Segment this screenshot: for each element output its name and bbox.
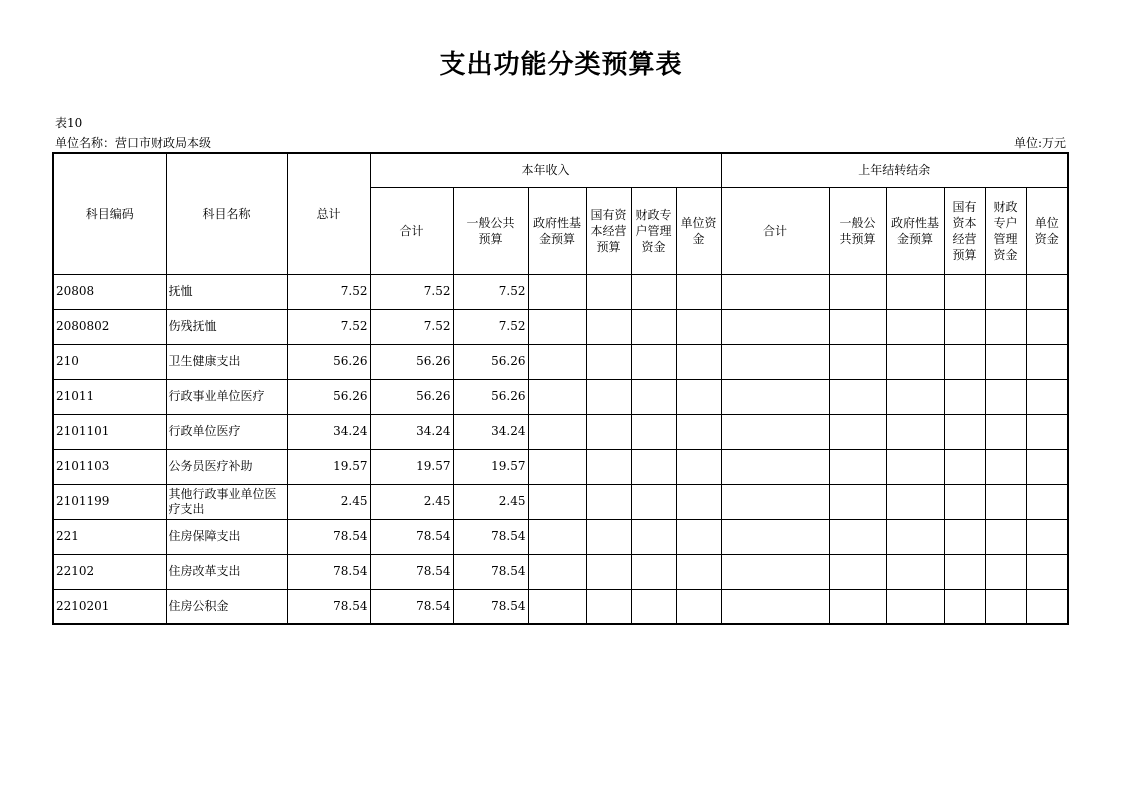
table-row	[53, 309, 1068, 344]
cell-empty	[528, 309, 586, 344]
cell-empty	[944, 554, 985, 589]
cell-empty	[829, 449, 886, 484]
cell-empty	[829, 379, 886, 414]
cell-empty	[631, 379, 676, 414]
cell-code: 2210201	[53, 589, 166, 624]
table-row	[53, 449, 1068, 484]
cell-name: 其他行政事业单位医疗支出	[166, 484, 287, 519]
cell-empty	[1026, 449, 1068, 484]
cell-empty	[944, 379, 985, 414]
cell-empty	[829, 554, 886, 589]
cell-empty	[1026, 274, 1068, 309]
cell-empty	[528, 589, 586, 624]
cell-empty	[676, 484, 721, 519]
cell-empty	[721, 589, 829, 624]
cell-empty	[944, 484, 985, 519]
cell-empty	[676, 414, 721, 449]
cell-cy-general: 78.54	[453, 589, 528, 624]
cell-empty	[1026, 554, 1068, 589]
cell-empty	[631, 484, 676, 519]
header-cy-special: 财政专户管理资金	[631, 187, 676, 274]
cell-cy-total: 56.26	[370, 344, 453, 379]
cell-empty	[886, 519, 944, 554]
cell-empty	[721, 379, 829, 414]
cell-empty	[586, 519, 631, 554]
cell-empty	[721, 519, 829, 554]
header-py-special: 财政专户管理资金	[985, 187, 1026, 274]
cell-empty	[586, 379, 631, 414]
cell-empty	[586, 484, 631, 519]
table-row	[53, 344, 1068, 379]
table-row	[53, 379, 1068, 414]
cell-empty	[586, 589, 631, 624]
cell-name: 伤残抚恤	[166, 309, 287, 344]
cell-empty	[944, 449, 985, 484]
cell-empty	[631, 414, 676, 449]
table-row	[53, 589, 1068, 624]
cell-empty	[721, 414, 829, 449]
cell-empty	[1026, 379, 1068, 414]
cell-cy-total: 78.54	[370, 519, 453, 554]
cell-empty	[676, 554, 721, 589]
cell-empty	[985, 519, 1026, 554]
cell-empty	[1026, 414, 1068, 449]
cell-cy-total: 19.57	[370, 449, 453, 484]
cell-empty	[721, 309, 829, 344]
cell-empty	[1026, 519, 1068, 554]
cell-name: 行政单位医疗	[166, 414, 287, 449]
cell-name: 行政事业单位医疗	[166, 379, 287, 414]
cell-cy-total: 7.52	[370, 309, 453, 344]
cell-empty	[721, 274, 829, 309]
cell-name: 住房改革支出	[166, 554, 287, 589]
cell-name: 住房公积金	[166, 589, 287, 624]
table-number: 表10	[55, 116, 83, 130]
cell-total: 7.52	[287, 274, 370, 309]
header-prev-year: 上年结转结余	[721, 153, 1068, 187]
header-py-state-capital: 国有资本经营预算	[944, 187, 985, 274]
cell-cy-general: 78.54	[453, 554, 528, 589]
cell-empty	[944, 414, 985, 449]
cell-cy-total: 2.45	[370, 484, 453, 519]
cell-empty	[631, 554, 676, 589]
cell-empty	[676, 379, 721, 414]
cell-code: 221	[53, 519, 166, 554]
cell-code: 21011	[53, 379, 166, 414]
cell-empty	[676, 449, 721, 484]
cell-empty	[676, 589, 721, 624]
table-row	[53, 414, 1068, 449]
cell-empty	[631, 589, 676, 624]
cell-empty	[985, 414, 1026, 449]
header-name: 科目名称	[166, 153, 287, 274]
cell-code: 2101199	[53, 484, 166, 519]
cell-empty	[886, 589, 944, 624]
table-row	[53, 484, 1068, 519]
cell-cy-general: 56.26	[453, 344, 528, 379]
cell-empty	[886, 274, 944, 309]
cell-total: 7.52	[287, 309, 370, 344]
cell-empty	[631, 309, 676, 344]
cell-empty	[528, 414, 586, 449]
cell-empty	[829, 484, 886, 519]
header-py-general: 一般公共预算	[829, 187, 886, 274]
header-py-total: 合计	[721, 187, 829, 274]
cell-empty	[586, 449, 631, 484]
cell-empty	[829, 414, 886, 449]
cell-empty	[586, 554, 631, 589]
cell-empty	[631, 449, 676, 484]
cell-empty	[631, 274, 676, 309]
cell-code: 20808	[53, 274, 166, 309]
cell-empty	[944, 589, 985, 624]
cell-cy-general: 56.26	[453, 379, 528, 414]
cell-empty	[886, 414, 944, 449]
header-cy-general: 一般公共预算	[453, 187, 528, 274]
cell-code: 22102	[53, 554, 166, 589]
cell-empty	[886, 554, 944, 589]
unit-name: 单位名称：营口市财政局本级	[55, 136, 212, 150]
table-row	[53, 554, 1068, 589]
cell-cy-total: 7.52	[370, 274, 453, 309]
cell-empty	[586, 309, 631, 344]
cell-name: 卫生健康支出	[166, 344, 287, 379]
cell-cy-general: 78.54	[453, 519, 528, 554]
cell-empty	[944, 274, 985, 309]
cell-total: 78.54	[287, 554, 370, 589]
cell-total: 78.54	[287, 519, 370, 554]
cell-empty	[985, 484, 1026, 519]
cell-empty	[528, 344, 586, 379]
cell-empty	[586, 344, 631, 379]
table-row	[53, 519, 1068, 554]
cell-total: 19.57	[287, 449, 370, 484]
cell-empty	[1026, 309, 1068, 344]
cell-cy-total: 78.54	[370, 554, 453, 589]
cell-empty	[944, 519, 985, 554]
cell-empty	[528, 379, 586, 414]
cell-empty	[1026, 589, 1068, 624]
cell-empty	[985, 554, 1026, 589]
header-py-fund: 政府性基金预算	[886, 187, 944, 274]
cell-empty	[676, 344, 721, 379]
cell-empty	[985, 379, 1026, 414]
cell-empty	[676, 274, 721, 309]
header-code: 科目编码	[53, 153, 166, 274]
cell-empty	[528, 449, 586, 484]
header-total: 总计	[287, 153, 370, 274]
cell-empty	[631, 344, 676, 379]
cell-name: 公务员医疗补助	[166, 449, 287, 484]
cell-empty	[886, 484, 944, 519]
cell-empty	[829, 344, 886, 379]
cell-cy-general: 2.45	[453, 484, 528, 519]
cell-cy-total: 56.26	[370, 379, 453, 414]
page-title: 支出功能分类预算表	[439, 50, 683, 80]
header-cy-unit-funds: 单位资金	[676, 187, 721, 274]
cell-cy-total: 78.54	[370, 589, 453, 624]
budget-table	[52, 152, 1069, 625]
header-cy-state-capital: 国有资本经营预算	[586, 187, 631, 274]
cell-total: 2.45	[287, 484, 370, 519]
cell-empty	[985, 449, 1026, 484]
cell-empty	[586, 414, 631, 449]
cell-empty	[985, 589, 1026, 624]
cell-name: 住房保障支出	[166, 519, 287, 554]
cell-empty	[829, 519, 886, 554]
cell-total: 78.54	[287, 589, 370, 624]
cell-total: 34.24	[287, 414, 370, 449]
cell-cy-general: 7.52	[453, 309, 528, 344]
cell-total: 56.26	[287, 344, 370, 379]
cell-empty	[985, 309, 1026, 344]
table-row	[53, 274, 1068, 309]
cell-code: 210	[53, 344, 166, 379]
cell-empty	[944, 309, 985, 344]
cell-cy-general: 19.57	[453, 449, 528, 484]
cell-empty	[721, 484, 829, 519]
cell-cy-general: 7.52	[453, 274, 528, 309]
cell-empty	[721, 554, 829, 589]
cell-empty	[886, 309, 944, 344]
cell-empty	[528, 274, 586, 309]
header-py-unit-funds: 单位资金	[1026, 187, 1068, 274]
cell-cy-total: 34.24	[370, 414, 453, 449]
cell-empty	[631, 519, 676, 554]
cell-empty	[829, 309, 886, 344]
cell-name: 抚恤	[166, 274, 287, 309]
cell-empty	[944, 344, 985, 379]
header-current-year: 本年收入	[370, 153, 721, 187]
cell-empty	[721, 449, 829, 484]
cell-empty	[829, 589, 886, 624]
cell-empty	[676, 519, 721, 554]
cell-total: 56.26	[287, 379, 370, 414]
cell-empty	[886, 379, 944, 414]
cell-empty	[721, 344, 829, 379]
header-cy-total: 合计	[370, 187, 453, 274]
cell-empty	[586, 274, 631, 309]
cell-empty	[1026, 344, 1068, 379]
cell-empty	[886, 344, 944, 379]
cell-empty	[829, 274, 886, 309]
unit-label: 单位:万元	[1013, 136, 1066, 150]
cell-empty	[886, 449, 944, 484]
cell-empty	[528, 554, 586, 589]
cell-empty	[985, 274, 1026, 309]
header-cy-fund: 政府性基金预算	[528, 187, 586, 274]
cell-code: 2101101	[53, 414, 166, 449]
cell-code: 2101103	[53, 449, 166, 484]
cell-empty	[1026, 484, 1068, 519]
cell-empty	[676, 309, 721, 344]
cell-empty	[528, 519, 586, 554]
cell-empty	[985, 344, 1026, 379]
cell-empty	[528, 484, 586, 519]
cell-cy-general: 34.24	[453, 414, 528, 449]
cell-code: 2080802	[53, 309, 166, 344]
